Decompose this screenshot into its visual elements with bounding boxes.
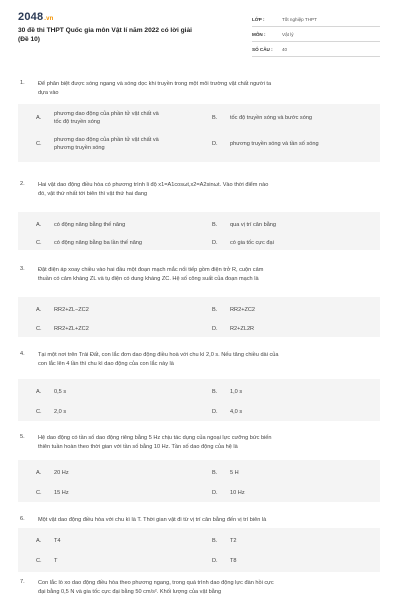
document-title-subtitle: (Đề 10) (18, 35, 40, 43)
meta-label: LỚP : (252, 16, 265, 22)
question-number: 7. (20, 579, 25, 585)
option-text: phương truyền sóng và tần số sóng (230, 141, 319, 147)
option-letter: B. (212, 222, 218, 228)
option-letter: C. (36, 141, 42, 147)
question-text-line: thiên tuần hoàn theo thời gian với tần số bằng 10 Hz. Tần số dao động của hệ là (38, 443, 238, 450)
question-text (38, 516, 383, 525)
options-box (18, 297, 380, 337)
option-letter: D. (212, 141, 218, 147)
option-letter: D. (212, 558, 218, 564)
question-number: 3. (20, 266, 25, 272)
question-text-line: dựa vào (38, 89, 59, 96)
option-d[interactable] (212, 557, 387, 565)
question-text-line: Đặt điện áp xoay chiều vào hai đầu một đoạn mạch mắc nối tiếp gồm điện trở R, cuộn cảm (38, 267, 264, 273)
option-letter: C. (36, 409, 42, 415)
option-a[interactable] (36, 221, 211, 229)
option-letter: A. (36, 307, 42, 313)
logo-main: 2048 (18, 11, 44, 23)
options-box (18, 460, 380, 502)
meta-label: SỐ CÂU : (252, 46, 273, 52)
option-text-line: tốc độ truyền sóng (54, 119, 101, 125)
option-b[interactable] (212, 469, 387, 477)
meta-label: MÔN : (252, 31, 266, 37)
option-a[interactable] (36, 110, 211, 126)
option-letter: B. (212, 389, 218, 395)
options-box (18, 379, 380, 421)
question-text (38, 579, 383, 600)
meta-row-count (252, 42, 380, 57)
option-letter: C. (36, 490, 42, 496)
question-number: 1. (20, 80, 25, 86)
meta-value: 40 (282, 46, 288, 52)
document-title (18, 27, 233, 44)
question-number: 5. (20, 434, 25, 440)
question-text (38, 181, 383, 198)
question-text (38, 266, 383, 283)
option-text: 5 H (230, 470, 239, 476)
options-box (18, 104, 380, 162)
option-d[interactable] (212, 140, 387, 148)
option-text: có động năng bằng ba lần thế năng (54, 240, 143, 246)
option-text: T (54, 558, 58, 564)
option-d[interactable] (212, 489, 387, 497)
question-number: 2. (20, 181, 25, 187)
question-text-line: đại bằng 0,5 N và gia tốc cực đại bằng 50 cm/s². Khối lượng của vật bằng (38, 588, 222, 595)
option-c[interactable] (36, 325, 211, 333)
option-text: T8 (230, 558, 237, 564)
option-text: 4,0 s (230, 409, 243, 415)
option-c[interactable] (36, 239, 211, 247)
option-text: 0,5 s (54, 389, 67, 395)
option-b[interactable] (212, 306, 387, 314)
document-header (0, 0, 400, 62)
question-text-line: Hai vật dao động điều hòa có phương trình li độ x1=A1cosωt,x2=A2sinωt. Vào thời điểm nào (38, 182, 269, 188)
option-letter: D. (212, 326, 218, 332)
option-a[interactable] (36, 537, 211, 545)
question-text-line: Để phân biệt được sóng ngang và sóng dọc khi truyền trong một môi trường vật chất người ta (38, 81, 272, 87)
option-c[interactable] (36, 408, 211, 416)
option-letter: B. (212, 470, 218, 476)
question-text-line: Con lắc lò xo dao động điều hòa theo phương ngang, trong quá trình dao động lực đàn hồi cực (38, 580, 274, 586)
option-text-line: phương truyền sóng (54, 145, 105, 151)
option-c[interactable] (36, 557, 211, 565)
option-letter: A. (36, 115, 42, 121)
option-text-line: phương dao động của phần tử vật chất và (54, 137, 159, 143)
option-b[interactable] (212, 537, 387, 545)
option-text: có động năng bằng thế năng (54, 222, 126, 228)
question-text (38, 351, 383, 368)
option-text: T2 (230, 538, 237, 544)
option-a[interactable] (36, 469, 211, 477)
option-letter: B. (212, 115, 218, 121)
option-text: RR2+ZL+ZC2 (54, 326, 89, 332)
option-a[interactable] (36, 388, 211, 396)
meta-value: Tốt nghiệp THPT (282, 16, 317, 22)
option-letter: C. (36, 558, 42, 564)
option-letter: A. (36, 222, 42, 228)
question-text-line: con lắc lên 4 lần thì chu kì dao động của con lắc này là (38, 360, 174, 367)
option-letter: D. (212, 490, 218, 496)
option-text: R2+ZL2R (230, 326, 255, 332)
option-text: T4 (54, 538, 61, 544)
option-text: 2,0 s (54, 409, 67, 415)
option-text: 20 Hz (54, 470, 69, 476)
option-text: 10 Hz (230, 490, 245, 496)
option-letter: B. (212, 538, 218, 544)
options-box (18, 212, 380, 250)
question-text-line: Một vật dao động điều hòa với chu kì là T. Thời gian vật đi từ vị trí cân bằng đến vị trí biên là (38, 517, 267, 523)
logo-suffix: .vn (44, 16, 54, 22)
option-c[interactable] (36, 489, 211, 497)
option-letter: A. (36, 470, 42, 476)
question-text-line: đó, vật thứ nhất tới biên thì vật thứ hai đang (38, 190, 148, 197)
question-number: 6. (20, 516, 25, 522)
question-text-line: Hệ dao động có tần số dao động riêng bằng 5 Hz chịu tác dụng của ngoại lực cưỡng bức biến (38, 435, 272, 441)
question-text (38, 434, 383, 451)
option-d[interactable] (212, 325, 387, 333)
option-text: RR2+ZL−ZC2 (54, 307, 89, 313)
question-number: 4. (20, 351, 25, 357)
document-meta (252, 12, 380, 57)
document-title-line: 30 đề thi THPT Quốc gia môn Vật lí năm 2022 có lời giải (18, 27, 192, 34)
question-text (38, 80, 383, 97)
option-d[interactable] (212, 239, 387, 247)
option-text (54, 136, 159, 152)
meta-row-class (252, 12, 380, 27)
option-letter: A. (36, 389, 42, 395)
option-letter: A. (36, 538, 42, 544)
question-text-line: thuần có cảm kháng ZL và tụ điện có dung kháng ZC. Hệ số công suất của đoạn mạch là (38, 275, 259, 282)
option-b[interactable] (212, 114, 387, 122)
option-b[interactable] (212, 388, 387, 396)
question-text-line: Tại một nơi trên Trái Đất, con lắc đơn dao động điều hoà với chu kì 2,0 s. Nếu tăng chiều dài của (38, 352, 279, 358)
options-box (18, 528, 380, 572)
option-b[interactable] (212, 221, 387, 229)
option-text: tốc độ truyền sóng và bước sóng (230, 115, 313, 121)
option-letter: D. (212, 240, 218, 246)
site-logo[interactable] (18, 11, 54, 23)
option-d[interactable] (212, 408, 387, 416)
option-letter: C. (36, 326, 42, 332)
option-text: qua vị trí cân bằng (230, 222, 277, 228)
option-letter: B. (212, 307, 218, 313)
option-letter: D. (212, 409, 218, 415)
option-text: 15 Hz (54, 490, 69, 496)
option-text: có gia tốc cực đại (230, 240, 274, 246)
option-text: 1,0 s (230, 389, 243, 395)
option-letter: C. (36, 240, 42, 246)
meta-row-subject (252, 27, 380, 42)
option-a[interactable] (36, 306, 211, 314)
option-text-line: phương dao động của phần tử vật chất và (54, 111, 159, 117)
option-text: RR2+ZC2 (230, 307, 256, 313)
meta-value: Vật lý (282, 31, 294, 37)
option-c[interactable] (36, 136, 211, 152)
option-text (54, 110, 159, 126)
